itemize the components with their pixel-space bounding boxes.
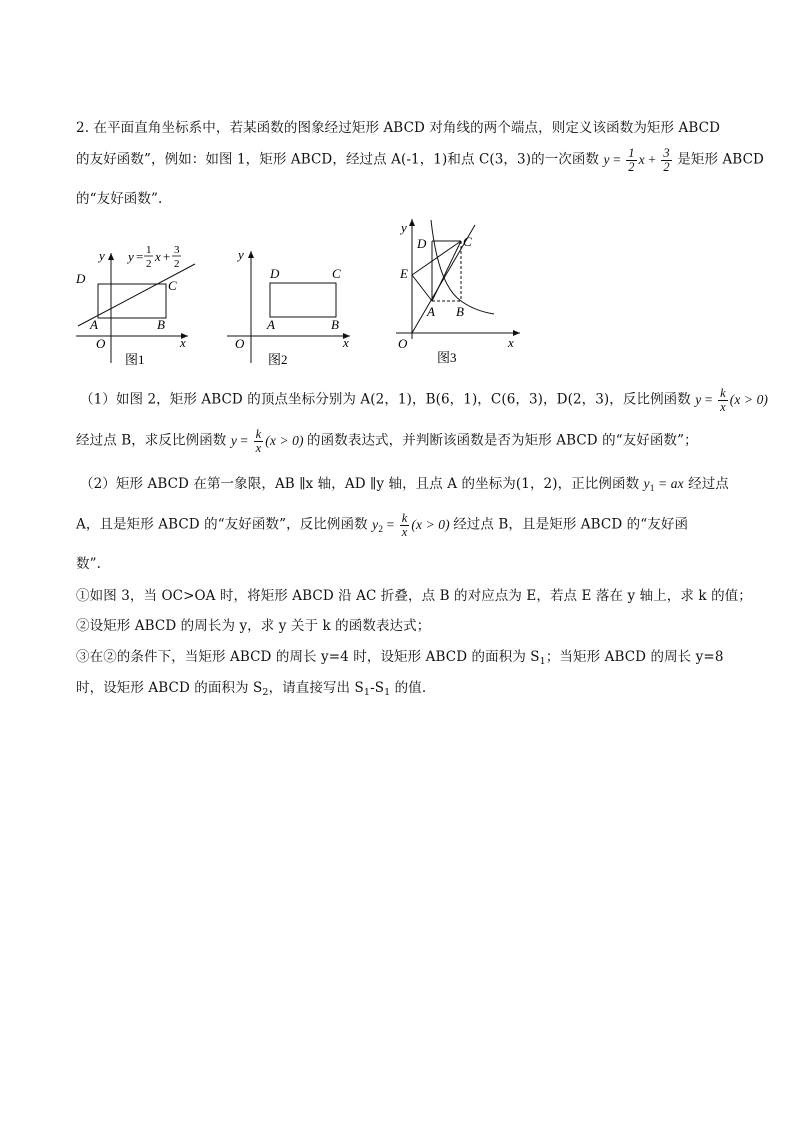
fig1-eq-y: y [128,249,134,264]
fig3-label-D: D [417,236,427,251]
inverse-function-equation-1: y = $\frac{k}{x}$ (x > 0) [695,386,769,415]
fig1-caption: 图1 [125,352,145,367]
part1-line-1-text: （1）如图 2，矩形 ABCD 的顶点坐标分别为 A(2，1)，B(6，1)，C(6，3)，D(2，3)，反比例函数 [80,391,691,408]
fig1-eq-frac1-num: 1 [146,244,152,256]
problem-line-2-end: 是矩形 ABCD [677,151,764,168]
part1-line-2-text: 经过点 B，求反比例函数 [76,432,227,449]
fig2-y-arrow-icon [248,251,254,258]
fig2-caption: 图2 [268,352,288,367]
fig3-diagonal-AC [432,241,461,301]
fig3-caption: 图3 [437,350,457,365]
sub-question-3-line-2: 时，设矩形 ABCD 的面积为 $S_2$，请直接写出 $S_1-S_1$ 的值. [76,680,427,698]
fig3-label-y: y [401,220,407,235]
fig2-label-O: O [235,336,245,351]
part1-line-1 [80,387,768,414]
fig1-eq-x: x [155,249,161,264]
figure-3 [396,219,520,365]
part1-line-2-end: 的函数表达式，并判断该函数是否为矩形 ABCD 的“友好函数”； [307,432,698,449]
problem-line-2-text: 的友好函数”，例如：如图 1，矩形 ABCD，经过点 A(-1，1)和点 C(3，3)的一次函数 [76,151,600,168]
fig1-y-arrow-icon [108,253,114,260]
figure-2 [227,247,350,367]
eq-y: y [603,151,610,167]
fig3-label-O: O [398,336,408,351]
sub-question-3-line-1: ③在②的条件下，当矩形 ABCD 的周长 y=4 时，设矩形 ABCD 的面积为 $S_1$；当矩形 ABCD 的周长 y=8 [76,649,724,667]
part2-line-2-end: 经过点 B，且是矩形 ABCD 的“友好函 [453,516,689,533]
fig1-eq-sign: = [136,249,144,264]
inverse-function-equation-2: y = $\frac{k}{x}$ (x > 0) [230,427,304,456]
problem-line-2 [76,147,764,174]
fig1-label-O: O [96,336,106,351]
fig1-label-x: x [180,335,186,350]
fig1-label-B: B [157,317,165,332]
figures-group [70,215,540,375]
fig2-label-y: y [238,247,244,262]
fig3-x-arrow-icon [513,330,520,336]
eq-sign: = [613,151,621,167]
fig3-label-C: C [463,234,472,249]
sub-question-1: ①如图 3，当 OC>OA 时，将矩形 ABCD 沿 AC 折叠，点 B 的对应点为 E，若点 E 落在 y 轴上，求 k 的值； [76,588,752,604]
fraction-k-over-x: $\frac{k}{x}$ [720,386,726,415]
fig2-label-C: C [332,266,341,281]
part1-line-2 [76,428,698,455]
part2-line-3: 数”. [76,556,101,572]
fraction-one-half: $\frac{1}{2}$ [628,146,635,175]
proportional-function-equation: $y_1$ = ax [643,476,684,494]
fig3-label-B: B [456,304,464,319]
part2-line-2-text: A，且是矩形 ABCD 的“友好函数”，反比例函数 [76,516,368,533]
fraction-k-over-x-2: $\frac{k}{x}$ [255,427,262,456]
fig3-label-A: A [427,304,435,319]
fig1-label-A: A [90,317,98,332]
fig3-segment-EA [412,275,432,301]
fig1-label-y: y [99,248,105,263]
fig1-rectangle [98,284,166,318]
fig1-eq-plus: + [163,249,171,264]
fig1-label-D: D [76,271,86,286]
fig3-y-arrow-icon [409,219,415,226]
fig2-rectangle [270,283,336,317]
fig1-label-C: C [168,278,177,293]
fig2-label-x: x [343,335,349,350]
fraction-k-over-x-3: $\frac{k}{x}$ [401,511,408,540]
fig2-label-D: D [270,266,280,281]
figure-1 [75,244,195,367]
fig3-label-E: E [400,266,408,281]
part2-line-1-end: 经过点 [688,476,729,492]
fig1-eq-frac1-den: 2 [146,258,152,270]
sub-question-2: ②设矩形 ABCD 的周长为 y，求 y 关于 k 的函数表达式； [76,618,431,634]
problem-line-3: 的“友好函数”. [76,191,163,207]
fig2-label-B: B [331,317,339,332]
part2-line-2 [76,512,688,539]
fig3-label-x: x [508,335,514,350]
fraction-three-halves: $\frac{3}{2}$ [663,146,670,175]
eq-x: x [638,151,645,167]
fig1-eq-frac2-den: 2 [174,258,180,270]
part2-line-1 [80,472,729,494]
fig2-label-A: A [267,317,275,332]
linear-function-equation [603,146,678,175]
part2-line-1-text: （2）矩形 ABCD 在第一象限，AB ∥x 轴，AD ∥y 轴，且点 A 的坐标为(1，2)，正比例函数 [80,476,640,492]
eq-plus: + [648,151,656,167]
fig1-eq-frac2-num: 3 [174,244,180,256]
problem-line-1: 2. 在平面直角坐标系中，若某函数的图象经过矩形 ABCD 对角线的两个端点，则定义该函数为矩形 ABCD [76,120,720,136]
inverse-function-y2-equation: $y_2$ = $\frac{k}{x}$ (x > 0) [372,511,450,540]
